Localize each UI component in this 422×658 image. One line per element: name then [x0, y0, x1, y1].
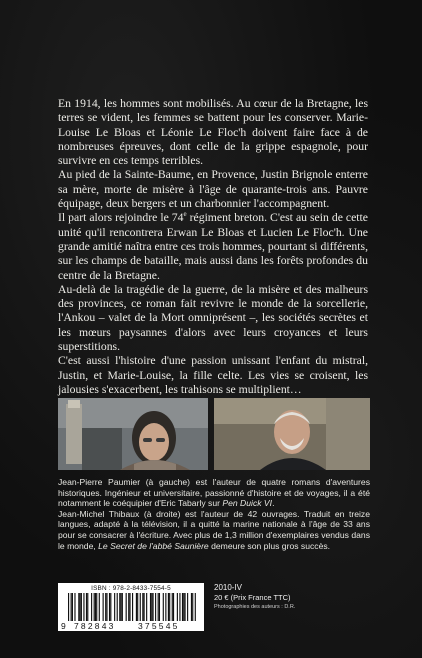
author-photo-right [214, 398, 370, 470]
ean-digits [60, 621, 202, 631]
barcode-bar [72, 593, 73, 621]
authors-biography [58, 477, 370, 551]
barcode-bar [99, 593, 100, 621]
barcode-bar [94, 593, 95, 621]
barcode-bar [106, 593, 107, 621]
barcode-bar [150, 593, 151, 621]
barcode-bar [122, 593, 123, 621]
author-photos [58, 398, 370, 470]
barcode-bar [110, 593, 111, 621]
synopsis-paragraph-2: Au pied de la Sainte-Baume, en Provence, Justin Brignole enterre sa mère, morte de misère à l'âge de quarante-trois ans. Pauvre équipage, deux bergers et un charbonnier l'accompagnent. [58, 168, 368, 211]
barcode-bar [80, 593, 81, 621]
barcode-bar [87, 593, 88, 621]
barcode-bar [155, 593, 156, 621]
barcode-bar [146, 593, 147, 621]
ean-digit-first: 9 [61, 621, 66, 631]
barcode-bar [151, 593, 152, 621]
photo-credits: Photographies des auteurs : D.R. [214, 604, 296, 610]
barcode-bar [105, 593, 106, 621]
synopsis-paragraph-1: En 1914, les hommes sont mobilisés. Au cœur de la Bretagne, les terres se vident, les femmes se battent pour les conserver. Marie-Louise Le Bloas et Léonie Le Floc'h doivent faire face à de nombreuses épreuves, dont celle de la grippe espagnole, pour survivre en ces temps terribles. [58, 97, 368, 168]
boat-name: Pen Duick VI [222, 498, 273, 509]
book-title: Le Secret de l'abbé Saunière [98, 540, 209, 551]
bio-paumier-end: . [272, 498, 275, 509]
barcode-bar [117, 593, 118, 621]
barcode-box [58, 583, 204, 631]
edition-code: 2010-IV [214, 583, 243, 592]
barcode-bar [126, 593, 127, 621]
synopsis-paragraph-5: C'est aussi l'histoire d'une passion unissant l'enfant du mistral, Justin, et Marie-Louise, la fille celte. Les vies se croisent, les jalousies s'exacerbent, les trahisons se multiplient… [58, 354, 368, 396]
bio-paumier-text: Jean-Pierre Paumier (à gauche) est l'auteur de quatre romans d'aventures historiques. Ingénieur et universitaire, passionné d'histoire et de voyages, il a été notamment le coéquipier d'Eric Tabarly sur [58, 477, 370, 509]
barcode-bar [158, 593, 159, 621]
barcode-bar [136, 593, 137, 621]
barcode-bar [96, 593, 97, 621]
barcode-bar [132, 593, 133, 621]
barcode-bar [152, 593, 153, 621]
barcode-bar [177, 593, 178, 621]
barcode-bar [95, 593, 96, 621]
barcode-bar [137, 593, 138, 621]
isbn-number: ISBN : 978-2-8433-7554-5 [91, 585, 171, 592]
bio-thibaux-text: Jean-Michel Thibaux (à droite) est l'auteur de 42 ouvrages. Traduit en treize langues, adapté à la télévision, il a quitté la marine nationale à l'âge de 33 ans pour se consacrer à l'écriture. Avec plus de 1,3 million d'exemplaires vendus dans le monde, [58, 508, 370, 551]
barcode-bar [183, 593, 184, 621]
barcode-bar [114, 593, 115, 621]
barcode-bar [71, 593, 72, 621]
barcode-bar [192, 593, 193, 621]
ean-digits-left-group: 782843 [74, 621, 116, 631]
author-right-illustration [214, 398, 370, 470]
barcode-bar [159, 593, 160, 621]
barcode-bar [83, 593, 84, 621]
bio-paumier [58, 477, 370, 509]
ean-digits-right-group: 375545 [138, 621, 180, 631]
barcode-bar [68, 593, 69, 621]
barcode-bar [191, 593, 192, 621]
barcode-bar [109, 593, 110, 621]
barcode-bar [86, 593, 87, 621]
ordinal-superscript: e [183, 210, 187, 219]
barcode-bar [129, 593, 130, 621]
barcode-bar [119, 593, 120, 621]
bio-thibaux [58, 509, 370, 551]
publication-info [214, 583, 344, 611]
synopsis-p3-end: régiment breton. C'est au sein de cette unité qu'il rencontrera Erwan Le Bloas et Lucien Le Floc'h. Une grande amitié naîtra entre ces trois hommes, pourtant si différents, sur les champs de bataille, mais aussi dans les forêts profondes du centre de la Bretagne. [58, 211, 368, 282]
barcode-bar [81, 593, 82, 621]
barcode-bar [74, 593, 75, 621]
barcode-bar [120, 593, 121, 621]
back-cover-synopsis [58, 97, 368, 397]
barcode-bar [182, 593, 183, 621]
barcode-bar [173, 593, 174, 621]
barcode-bar [169, 593, 170, 621]
barcode-bar [168, 593, 169, 621]
barcode-bar [140, 593, 141, 621]
ean-barcode-icon [68, 593, 196, 621]
barcode-bar [195, 593, 196, 621]
author-photo-left [58, 398, 208, 470]
price-label: 20 € (Prix France TTC) [214, 593, 291, 602]
barcode-bar [103, 593, 104, 621]
synopsis-paragraph-3 [58, 211, 368, 282]
barcode-bar [142, 593, 143, 621]
synopsis-paragraph-4: Au-delà de la tragédie de la guerre, de la misère et des malheurs des provinces, ce roman fait revivre le monde de la sorcellerie, l'Ankou – valet de la Mort omniprésent –, les sociétés secrètes et les mœurs paysannes d'alors avec leurs croyances et leurs superstitions. [58, 282, 368, 354]
bio-thibaux-end: demeure son plus gros succès. [208, 540, 331, 551]
barcode-bar [91, 593, 92, 621]
barcode-bar [163, 593, 164, 621]
barcode-bar [78, 593, 79, 621]
barcode-bar [187, 593, 188, 621]
barcode-bar [165, 593, 166, 621]
barcode-bar [172, 593, 173, 621]
author-left-illustration [58, 398, 208, 470]
barcode-bar [128, 593, 129, 621]
barcode-bar [184, 593, 185, 621]
barcode-bar [144, 593, 145, 621]
barcode-bar [179, 593, 180, 621]
synopsis-p3-start: Il part alors rejoindre le 74 [58, 211, 184, 225]
